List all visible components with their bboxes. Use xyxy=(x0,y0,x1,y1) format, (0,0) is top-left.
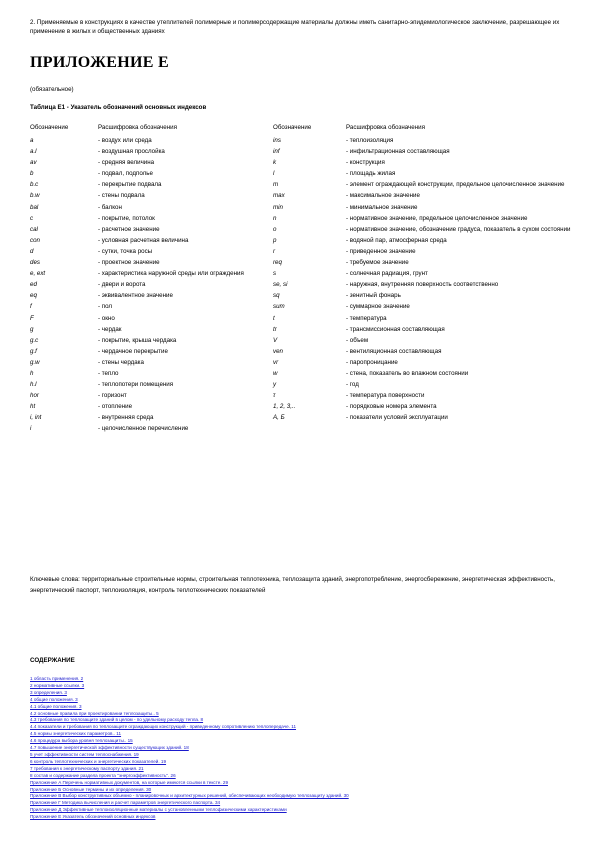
symbol-cell: hor xyxy=(30,392,39,400)
toc-title: СОДЕРЖАНИЕ xyxy=(30,657,75,664)
table-row xyxy=(30,303,578,311)
symbol-cell: i xyxy=(30,425,32,433)
description-cell: - средняя величина xyxy=(98,159,155,167)
table-body xyxy=(30,137,578,433)
symbol-cell: i, int xyxy=(30,414,42,422)
description-cell: - год xyxy=(346,381,359,389)
symbol-cell: m xyxy=(273,181,279,189)
description-cell: - воздух или среда xyxy=(98,137,152,144)
footnote-text: 2. Применяемые в конструкциях в качестве утеплителей полимерные и полимерсодержащие материалы должны иметь санитарно-эпидемиологическое заключение, разрешающее их применение в жилых и общественных зданиях xyxy=(30,19,560,35)
symbol-cell: ins xyxy=(273,137,281,144)
symbol-cell: h.l xyxy=(30,381,37,389)
table-row xyxy=(30,292,578,300)
toc-link[interactable]: 1 область применения. 2 xyxy=(30,676,84,681)
symbol-cell: τ xyxy=(273,392,276,400)
symbol-cell: bal xyxy=(30,203,39,211)
toc-link[interactable]: 4.5 нормы энергетических параметров.. 11 xyxy=(30,731,122,737)
symbol-cell: tr xyxy=(273,325,277,333)
description-cell: - горизонт xyxy=(98,392,127,400)
description-cell: - порядковые номера элемента xyxy=(346,403,437,411)
toc-link[interactable]: 5 учет эффективности систем теплоснабжения. 19 xyxy=(30,751,139,757)
symbol-cell: av xyxy=(30,159,37,167)
description-cell: - чердачное перекрытие xyxy=(98,347,168,355)
header-description-1: Расшифровка обозначения xyxy=(98,124,177,131)
symbol-cell: se, si xyxy=(273,281,288,289)
toc-link[interactable]: 4.2 основные правила при проектировании теплозащиты.. 5 xyxy=(30,710,159,716)
symbol-cell: c xyxy=(30,214,34,222)
table-row xyxy=(30,137,578,145)
symbol-cell: eq xyxy=(30,292,37,300)
toc-link[interactable]: 4.4 показатели и требования по теплозащите ограждающих конструкций - приведенному сопротивлению теплопередаче. 11 xyxy=(30,724,297,730)
symbol-cell: n xyxy=(273,214,277,222)
symbol-cell: g.w xyxy=(30,358,40,366)
description-cell: - стены чердака xyxy=(98,358,144,366)
table-row xyxy=(30,215,578,223)
table-row xyxy=(30,414,578,422)
symbol-cell: b xyxy=(30,170,34,178)
symbol-cell: f xyxy=(30,303,32,311)
symbol-cell: ed xyxy=(30,281,37,289)
symbol-cell: h xyxy=(30,369,34,377)
description-cell: - стены подвала xyxy=(98,192,145,200)
symbol-cell: ven xyxy=(273,347,283,355)
table-row xyxy=(30,392,578,400)
description-cell: - показатели условий эксплуатации xyxy=(346,414,448,422)
symbol-cell: des xyxy=(30,259,40,267)
table-row xyxy=(30,248,578,256)
table-row xyxy=(30,337,578,345)
description-cell: - внутренняя среда xyxy=(98,414,154,422)
table-row xyxy=(30,381,578,389)
description-cell: - расчетное значение xyxy=(98,225,160,233)
description-cell: - суммарное значение xyxy=(346,303,410,311)
description-cell: - стена, показатель во влажном состоянии xyxy=(346,369,469,377)
symbol-cell: t xyxy=(273,314,275,322)
description-cell: - требуемое значение xyxy=(346,259,409,267)
symbol-cell: g xyxy=(30,325,34,333)
description-cell: - приведенное значение xyxy=(346,247,416,255)
toc-link[interactable]: 3 определения. 3 xyxy=(30,689,67,695)
symbol-cell: 1, 2, 3,.. xyxy=(273,403,296,411)
symbol-cell: p xyxy=(273,236,277,244)
index-table xyxy=(30,124,578,437)
description-cell: - условная расчетная величина xyxy=(98,236,189,244)
symbol-cell: req xyxy=(273,259,282,267)
description-cell: - температура поверхности xyxy=(346,392,425,400)
symbol-cell: w xyxy=(273,369,278,377)
description-cell: - балкон xyxy=(98,203,122,211)
toc-link[interactable]: Приложение Е Указатель обозначений основных индексов xyxy=(30,814,156,820)
table-row xyxy=(30,326,578,334)
description-cell: - объем xyxy=(346,336,369,344)
symbol-cell: g.f xyxy=(30,347,37,355)
symbol-cell: V xyxy=(273,336,278,344)
symbol-cell: sq xyxy=(273,292,280,300)
table-row xyxy=(30,403,578,411)
symbol-cell: r xyxy=(273,247,276,255)
description-cell: - отопление xyxy=(98,403,133,411)
description-cell: - площадь жилая xyxy=(346,170,396,178)
symbol-cell: F xyxy=(30,314,34,322)
symbol-cell: b.w xyxy=(30,192,40,200)
toc-link[interactable]: 4 общие положения. 3 xyxy=(30,696,78,702)
table-row xyxy=(30,370,578,378)
table-row xyxy=(30,259,578,267)
toc-link[interactable]: 4.6 процедура выбора уровня теплозащиты.. 15 xyxy=(30,738,133,744)
symbol-cell: s xyxy=(273,270,277,278)
toc-link[interactable]: 8 состав и содержание раздела проекта "энергоэффективность". 26 xyxy=(30,772,176,778)
toc-link[interactable]: 4.7 повышение энергетической эффективности существующих зданий. 18 xyxy=(30,745,189,751)
description-cell: - чердак xyxy=(98,325,122,333)
symbol-cell: e, ext xyxy=(30,270,46,278)
table-row xyxy=(30,226,578,234)
table-row xyxy=(30,148,578,156)
description-cell: - покрытие, крыша чердака xyxy=(98,336,177,344)
description-cell: - инфильтрационная составляющая xyxy=(346,148,450,156)
description-cell: - эквивалентное значение xyxy=(98,292,173,300)
toc-link[interactable]: 7 требования к энергетическому паспорту здания. 21 xyxy=(30,765,144,771)
toc-link[interactable]: Приложение Д Эффективные теплоизоляционные материалы с установленными теплофизическими характеристиками xyxy=(30,807,287,813)
symbol-cell: a xyxy=(30,137,34,144)
description-cell: - максимальное значение xyxy=(346,192,420,200)
symbol-cell: g.c xyxy=(30,336,39,344)
header-symbol-2: Обозначение xyxy=(273,124,312,131)
table-row xyxy=(30,315,578,323)
table-row xyxy=(30,348,578,356)
description-cell: - характеристика наружной среды или ограждения xyxy=(98,270,244,278)
description-cell: - перекрытие подвала xyxy=(98,181,162,189)
description-cell: - нормативное значение, обозначение градуса, показатель в сухом состоянии xyxy=(346,225,571,233)
table-header-row xyxy=(30,124,578,132)
symbol-cell: A, Б xyxy=(273,414,285,422)
symbol-cell: sum xyxy=(273,303,285,311)
description-cell: - подвал, подполье xyxy=(98,170,153,178)
description-cell: - теплопотери помещения xyxy=(98,381,174,389)
table-row xyxy=(30,359,578,367)
appendix-subtitle: (обязательное) xyxy=(30,86,74,93)
symbol-cell: ht xyxy=(30,403,36,411)
description-cell: - тепло xyxy=(98,369,119,377)
symbol-cell xyxy=(273,425,346,433)
description-cell xyxy=(346,425,578,433)
description-cell: - окно xyxy=(98,314,115,322)
table-row xyxy=(30,159,578,167)
appendix-title: ПРИЛОЖЕНИЕ Е xyxy=(30,54,169,71)
header-symbol-1: Обозначение xyxy=(30,124,69,131)
description-cell: - пол xyxy=(98,303,113,311)
description-cell: - покрытие, потолок xyxy=(98,214,155,222)
description-cell: - минимальное значение xyxy=(346,203,418,211)
description-cell: - вентиляционная составляющая xyxy=(346,347,442,355)
symbol-cell: con xyxy=(30,236,40,244)
table-row xyxy=(30,204,578,212)
description-cell: - проектное значение xyxy=(98,259,160,267)
header-description-2: Расшифровка обозначения xyxy=(346,124,425,131)
description-cell: - наружная, внутренняя поверхность соответственно xyxy=(346,281,499,289)
toc-link[interactable]: Приложение Б Основные термины и их определения. 30 xyxy=(30,786,152,792)
toc-link[interactable]: 4.3 требования по теплозащите зданий в целом - по удельному расходу тепла. 8 xyxy=(30,717,204,723)
description-cell: - зенитный фонарь xyxy=(346,292,401,300)
table-row xyxy=(30,237,578,245)
description-cell: - солнечная радиация, грунт xyxy=(346,270,428,278)
toc-link[interactable]: Приложение В Выбор конструктивных объемно - планировочных и архитектурных решений, обеспечивающих необходимую теплозащиту зданий. 30 xyxy=(30,793,349,799)
symbol-cell: k xyxy=(273,159,277,167)
description-cell: - нормативное значение, предельное целочисленное значение xyxy=(346,214,528,222)
description-cell: - элемент ограждающей конструкции, предельное целочисленное значение xyxy=(346,181,565,189)
symbol-cell: y xyxy=(273,381,277,389)
symbol-cell: cal xyxy=(30,225,38,233)
table-row xyxy=(30,270,578,278)
table-row xyxy=(30,170,578,178)
symbol-cell: a.l xyxy=(30,148,37,156)
symbol-cell: inf xyxy=(273,148,280,156)
symbol-cell: max xyxy=(273,192,285,200)
description-cell: - конструкция xyxy=(346,159,385,167)
table-row xyxy=(30,192,578,200)
table-caption: Таблица Е1 - Указатель обозначений основных индексов xyxy=(30,104,207,111)
toc-link[interactable]: 4.1 общие положения. 3 xyxy=(30,703,82,709)
description-cell: - трансмиссионная составляющая xyxy=(346,325,445,333)
description-cell: - водяной пар, атмосферная среда xyxy=(346,236,447,244)
symbol-cell: o xyxy=(273,225,277,233)
description-cell: - целочисленное перечисление xyxy=(98,425,189,433)
description-cell: - сутки, точка росы xyxy=(98,247,153,255)
symbol-cell: vr xyxy=(273,358,279,366)
table-row xyxy=(30,281,578,289)
table-of-contents xyxy=(30,676,578,821)
symbol-cell: d xyxy=(30,247,34,255)
table-row xyxy=(30,425,578,433)
symbol-cell: min xyxy=(273,203,283,211)
table-row xyxy=(30,181,578,189)
description-cell: - температура xyxy=(346,314,387,322)
symbol-cell: l xyxy=(273,170,275,178)
description-cell: - воздушная прослойка xyxy=(98,148,165,156)
description-cell: - паропроницание xyxy=(346,358,398,366)
description-cell: - двери и ворота xyxy=(98,281,146,289)
toc-link[interactable]: Приложение Г Методика вычисления и расчет параметров энергетического паспорта. 34 xyxy=(30,800,221,806)
toc-link[interactable]: 2 нормативные ссылки. 3 xyxy=(30,682,85,688)
symbol-cell: b.c xyxy=(30,181,39,189)
keywords-text: Ключевые слова: территориальные строительные нормы, строительная теплотехника, теплозащита зданий, энергопотребление, энергосбережение, энергетическая эффективность, энергетический паспорт, теплоизоляция, контроль теплотехнических показателей xyxy=(30,576,555,594)
toc-link[interactable]: 6 контроль теплотехнических и энергетических показателей. 19 xyxy=(30,758,167,764)
description-cell: - теплоизоляция xyxy=(346,137,394,144)
toc-link[interactable]: Приложение А Перечень нормативных документов, на которые имеются ссылки в тексте. 29 xyxy=(30,779,228,785)
